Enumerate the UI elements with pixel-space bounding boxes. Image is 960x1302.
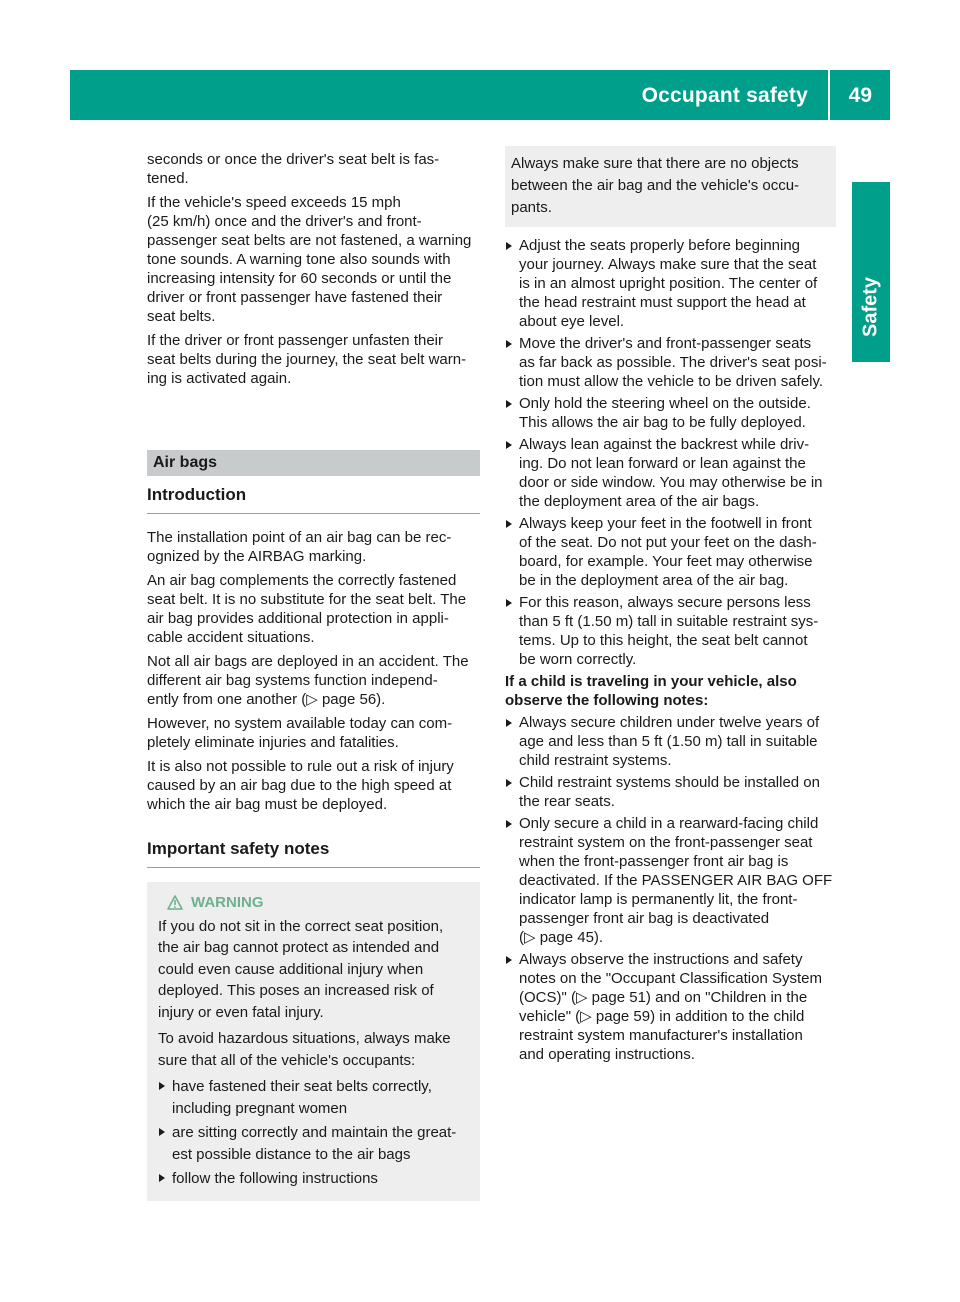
list-item: For this reason, always secure persons less than 5 ft (1.50 m) tall in suitable restraint sys- tems. Up to this height, the seat belt cannot be worn correctly. [505,593,836,669]
paragraph: If the vehicle's speed exceeds 15 mph (25 km/h) once and the driver's and front- passenger seat belts are not fastened, a warning tone sounds. A warning tone also sounds with increasing intensity for 60 seconds or until the driver or front passenger have fastened their seat belts. [147,194,472,325]
paragraph: Not all air bags are deployed in an accident. The different air bag systems function independ- ently from one another (▷ page 56). [147,653,469,708]
side-tab-label: Safety [859,276,882,338]
section-title: Air bags [153,454,218,471]
spacer [147,514,480,528]
list-item: Always secure children under twelve years of age and less than 5 ft (1.50 m) tall in suitable child restraint systems. [505,713,836,770]
safety-notes-heading: Important safety notes [147,838,480,868]
paragraph: If the driver or front passenger unfasten their seat belts during the journey, the seat belt warn- ing is activated again. [147,332,467,387]
list-item: Adjust the seats properly before beginning your journey. Always make sure that the seat is in an almost upright position. The center of the head restraint must support the head at about eye level. [505,236,836,331]
list-item: Move the driver's and front-passenger seats as far back as possible. The driver's seat posi- tion must allow the vehicle to be driven safely. [505,334,836,391]
paragraph: seconds or once the driver's seat belt is fas- tened. [147,151,440,187]
list-item: Always keep your feet in the footwell in front of the seat. Do not put your feet on the dash- board, for example. Your feet may otherwise be in the deployment area of the air bag. [505,514,836,590]
section-band [147,450,480,476]
chapter-title: Occupant safety [641,84,808,107]
list-item: are sitting correctly and maintain the great- est possible distance to the air bags [158,1122,472,1165]
warning-text: If you do not sit in the correct seat position, the air bag cannot protect as intended and could even cause additional injury when deployed. This poses an increased risk of injury or even fatal injury. [158,917,444,1021]
page-header [70,70,890,120]
info-box: Always make sure that there are no objects between the air bag and the vehicle's occu- pants. [505,146,836,227]
warning-triangle-icon [167,895,183,910]
paragraph: It is also not possible to rule out a risk of injury caused by an air bag due to the high speed at which the air bag must be deployed. [147,758,454,813]
warning-box [147,882,480,1201]
page-number: 49 [848,84,872,107]
list-item: have fastened their seat belts correctly, including pregnant women [158,1076,472,1119]
list-item: follow the following instructions [158,1168,472,1190]
warning-text: To avoid hazardous situations, always make sure that all of the vehicle's occupants: [158,1030,451,1069]
right-column [505,150,836,1067]
child-notes-heading: If a child is traveling in your vehicle, also observe the following notes: [505,673,797,709]
list-item: Only hold the steering wheel on the outside. This allows the air bag to be fully deployed. [505,394,836,432]
side-tab-label-wrap [852,252,890,362]
warning-title-row [167,892,472,914]
paragraph: However, no system available today can com- pletely eliminate injuries and fatalities. [147,715,453,751]
list-item: Child restraint systems should be installed on the rear seats. [505,773,836,811]
list-item: Only secure a child in a rearward-facing child restraint system on the front-passenger seat when the front-passenger front air bag is deactivated. If the PASSENGER AIR BAG OFF indicator lamp is permanently lit, the front- passenger front air bag is deactivated (▷ page 45). [505,814,836,947]
paragraph: The installation point of an air bag can be rec- ognized by the AIRBAG marking. [147,529,452,565]
introduction-heading: Introduction [147,484,480,514]
header-divider [828,70,830,120]
list-item: Always observe the instructions and safety notes on the "Occupant Classification System (OCS)" (▷ page 51) and on "Children in the vehicle" (▷ page 59) in addition to the child restraint system manufacturer's installation and operating instructions. [505,950,836,1064]
warning-label: WARNING [191,894,264,911]
left-column [147,150,480,1201]
paragraph: An air bag complements the correctly fastened seat belt. It is no substitute for the seat belt. The air bag provides additional protection in appli- cable accident situations. [147,572,467,646]
list-item: Always lean against the backrest while driv- ing. Do not lean forward or lean against the door or side window. You may otherwise be in the deployment area of the air bags. [505,435,836,511]
